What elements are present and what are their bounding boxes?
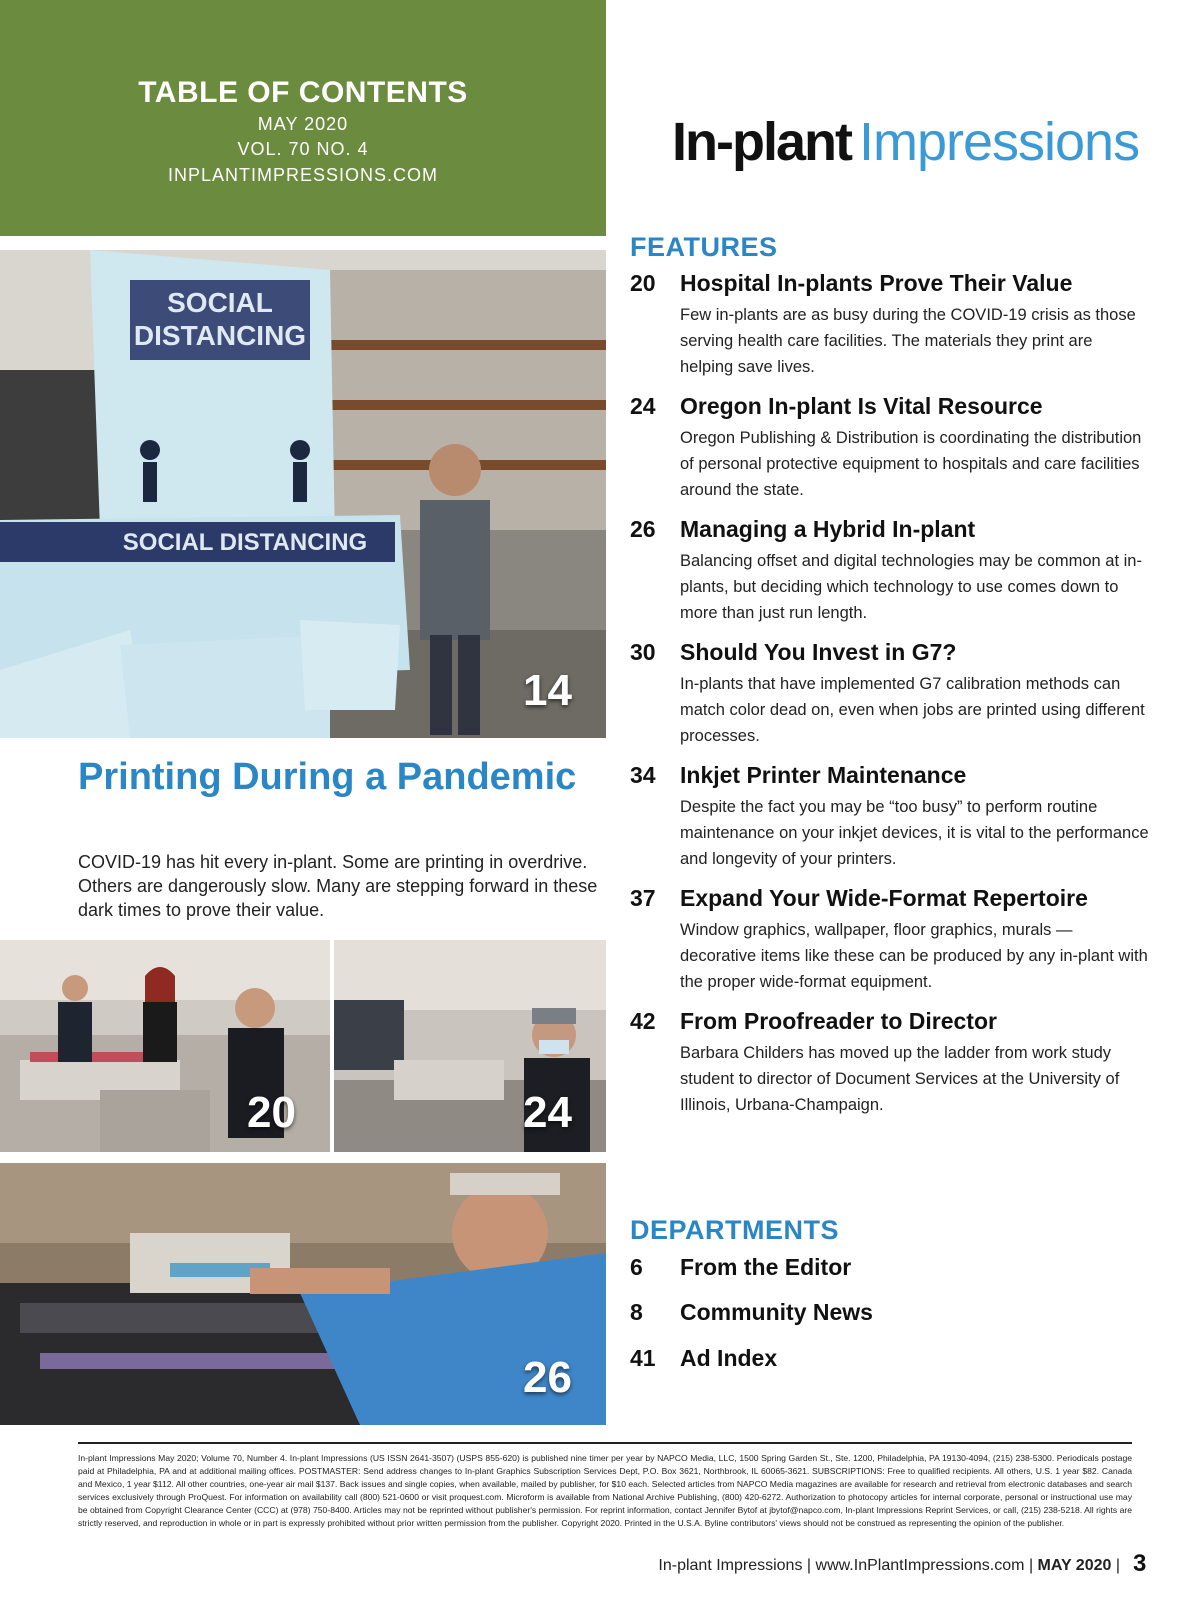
footer-separator: | [1115, 1557, 1120, 1574]
feature-title[interactable]: Managing a Hybrid In-plant [680, 516, 976, 542]
feature-title[interactable]: Should You Invest in G7? [680, 639, 957, 665]
feature-title[interactable]: From Proofreader to Director [680, 1008, 997, 1034]
feature-title[interactable]: Inkjet Printer Maintenance [680, 762, 967, 788]
feature-page-number: 42 [630, 1008, 656, 1034]
department-page-number: 41 [630, 1345, 656, 1371]
footer-separator: | [1028, 1557, 1034, 1574]
feature-title[interactable]: Oregon In-plant Is Vital Resource [680, 393, 1043, 419]
publication-logo [672, 112, 1139, 172]
footer-separator: | [806, 1557, 812, 1574]
page-footer [658, 1557, 1120, 1575]
feature-item[interactable] [630, 1008, 1150, 1118]
feature-item[interactable] [630, 762, 1150, 872]
cover-story-title[interactable]: Printing During a Pandemic [78, 756, 577, 798]
publication-fineprint: In-plant Impressions May 2020; Volume 70, Number 4. In-plant Impressions (US ISSN 2641-3507) (USPS 855-620) is published nine timer per year by NAPCO Media, LLC, 1500 Spring Garden St., Ste. 1200, Philadelphia, PA 19130-4094, (215) 238-5300. Periodicals postage paid at Philadelphia, PA and at additional mailing offices. POSTMASTER: Send address changes to In-plant Graphics Subscription Services Dept, P.O. Box 3621, Northbrook, IL 60065-3621. SUBSCRIPTIONS: Free to qualified recipients. All others, U.S. 1 year $82. Canada and Mexico, 1 year $112. All other countries, one-year air mail $137. Back issues and single copies, when available, mailed by publisher, for $10 each. Selected articles from NAPCO Media magazines are available for research and retrieval from electronic databases and search services exclusively through ProQuest. For information on availability call (800) 521-0600 or visit proquest.com. Microform is available from National Archive Publishing, (800) 420-6272. Authorization to photocopy articles for internal corporate, personal or instructional use may be obtained from Copyright Clearance Center (CCC) at (978) 750-8400. Articles may not be reprinted without publisher's permission. For reprint information, contact Jennifer Bytof at jbytof@napco.com, In-plant Impressions Reprint Services, or call, (215) 238-5218. All rights are strictly reserved, and reproduction in whole or in part is expressly prohibited without prior written permission from the publisher. Copyright 2020. Printed in the U.S.A. Byline contributors' views should not be construed as representing the opinion of the publisher. [78, 1453, 1132, 1528]
svg-text:SOCIAL: SOCIAL [167, 287, 273, 318]
feature-description: Window graphics, wallpaper, floor graphics, murals — decorative items like these can be produced by any in-plant with the proper wide-format equipment. [680, 921, 1148, 991]
cover-story-description: COVID-19 has hit every in-plant. Some are printing in overdrive. Others are dangerously slow. Many are stepping forward in these dark times to prove their value. [78, 852, 598, 920]
photo-hospital-staff [0, 940, 330, 1152]
department-item[interactable] [630, 1254, 1030, 1284]
department-title[interactable]: From the Editor [680, 1254, 852, 1280]
feature-title[interactable]: Hospital In-plants Prove Their Value [680, 270, 1073, 296]
feature-item[interactable] [630, 270, 1150, 380]
footer-publication: In-plant Impressions [658, 1557, 803, 1574]
photo-oregon-worker [334, 940, 606, 1152]
footer-month: MAY 2020 [1037, 1557, 1112, 1574]
feature-description: Barbara Childers has moved up the ladder from work study student to director of Document Services at the University of Illinois, Urbana-Champaign. [680, 1044, 1120, 1114]
feature-description: In-plants that have implemented G7 calibration methods can match color dead on, even when jobs are printed using different processes. [680, 675, 1145, 745]
photo-page-label: 26 [523, 1353, 572, 1402]
feature-page-number: 20 [630, 270, 656, 296]
department-title[interactable]: Ad Index [680, 1345, 778, 1371]
feature-item[interactable] [630, 516, 1150, 626]
feature-title[interactable]: Expand Your Wide-Format Repertoire [680, 885, 1088, 911]
departments-heading: DEPARTMENTS [630, 1215, 840, 1245]
feature-description: Balancing offset and digital technologies may be common at in-plants, but deciding which technology to use comes down to more than just run length. [680, 552, 1142, 622]
photo-social-distancing-image [0, 250, 606, 738]
feature-page-number: 30 [630, 639, 656, 665]
website-url[interactable]: INPLANTIMPRESSIONS.COM [167, 165, 439, 185]
department-page-number: 6 [630, 1254, 643, 1280]
photo-page-label: 20 [247, 1088, 296, 1137]
toc-title: TABLE OF CONTENTS [138, 76, 468, 109]
svg-text:DISTANCING: DISTANCING [133, 320, 307, 351]
photo-page-label: 14 [523, 666, 572, 715]
department-item[interactable] [630, 1345, 1030, 1375]
photo-hybrid-press-image [0, 1163, 606, 1425]
feature-page-number: 34 [630, 762, 656, 788]
logo-part-impressions: Impressions [858, 112, 1140, 172]
footer-divider [78, 1442, 1132, 1444]
feature-page-number: 37 [630, 885, 656, 911]
toc-header-box [0, 0, 606, 236]
department-title[interactable]: Community News [680, 1299, 873, 1325]
feature-description: Few in-plants are as busy during the COVID-19 crisis as those serving health care facilities. The materials they print are helping save lives. [680, 306, 1136, 376]
feature-page-number: 26 [630, 516, 656, 542]
features-heading: FEATURES [630, 232, 778, 262]
feature-description: Oregon Publishing & Distribution is coordinating the distribution of personal protective equipment to hospitals and care facilities around the state. [680, 429, 1142, 499]
page-number: 3 [1133, 1550, 1147, 1577]
photo-social-distancing [0, 250, 606, 738]
feature-page-number: 24 [630, 393, 656, 419]
photo-page-label: 24 [523, 1088, 572, 1137]
volume-number: VOL. 70 NO. 4 [237, 139, 369, 159]
department-page-number: 8 [630, 1299, 643, 1325]
svg-text:SOCIAL DISTANCING: SOCIAL DISTANCING [122, 529, 368, 556]
department-item[interactable] [630, 1299, 1030, 1329]
photo-hybrid-press [0, 1163, 606, 1425]
feature-item[interactable] [630, 393, 1150, 503]
feature-item[interactable] [630, 885, 1150, 995]
logo-part-inplant: In-plant [672, 112, 851, 172]
feature-description: Despite the fact you may be “too busy” to perform routine maintenance on your inkjet devices, it is vital to the performance and longevity of your printers. [680, 798, 1149, 868]
issue-date: MAY 2020 [257, 114, 349, 134]
footer-url[interactable]: www.InPlantImpressions.com [815, 1557, 1025, 1574]
feature-item[interactable] [630, 639, 1150, 749]
